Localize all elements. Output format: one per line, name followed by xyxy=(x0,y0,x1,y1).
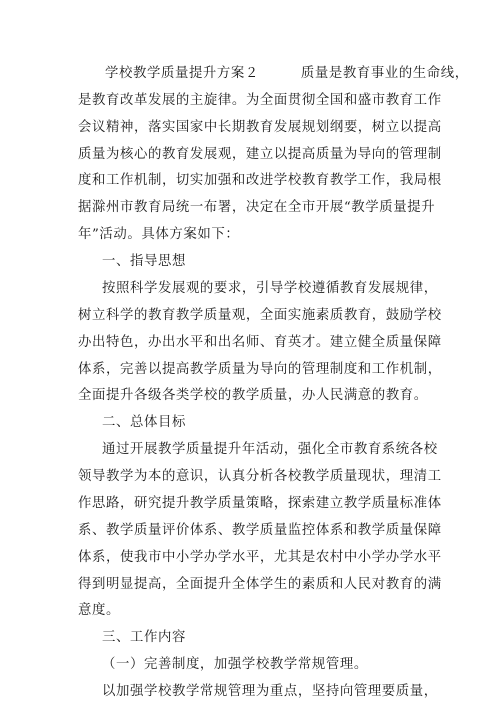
document-line: 领导教学为本的意识，认真分析各校教学质量现状，理清工 xyxy=(78,469,442,484)
document-line: 度和工作机制，切实加强和改进学校教育教学工作，我局根 xyxy=(78,173,442,188)
section-heading: 二、总体目标 xyxy=(102,415,186,430)
document-line: 办出特色，办出水平和出名师、育英才。建立健全质量保障 xyxy=(78,335,442,350)
document-line: 会议精神，落实国家中长期教育发展规划纲要，树立以提高 xyxy=(78,120,442,135)
document-line: 树立科学的教育教学质量观，全面实施素质教育，鼓励学校 xyxy=(78,308,442,323)
document-line: 学校教学质量提升方案２ 质量是教育事业的生命线， xyxy=(105,66,469,81)
document-line: 意度。 xyxy=(78,603,120,618)
section-heading: 一、指导思想 xyxy=(102,254,186,269)
document-line: 全面提升各级各类学校的教学质量，办人民满意的教育。 xyxy=(78,388,428,403)
document-line: 是教育改革发展的主旋律。为全面贯彻全国和盛市教育工作 xyxy=(78,93,442,108)
document-line: 年”活动。具体方案如下： xyxy=(78,227,240,242)
document-line: 作思路，研究提升教学质量策略，探索建立教学质量标准体 xyxy=(78,496,442,511)
subsection-heading: （一）完善制度，加强学校教学常规管理。 xyxy=(102,657,368,672)
document-line: 以加强学校教学常规管理为重点，坚持向管理要质量， xyxy=(102,684,438,699)
document-line: 质量为核心的教育发展观，建立以提高质量为导向的管理制 xyxy=(78,147,442,162)
document-line: 体系，完善以提高教学质量为导向的管理制度和工作机制， xyxy=(78,362,442,377)
document-line: 按照科学发展观的要求，引导学校遵循教育发展规律， xyxy=(102,281,438,296)
document-line: 据滁州市教育局统一布署，决定在全市开展“教学质量提升 xyxy=(78,200,436,215)
document-line: 通过开展教学质量提升年活动，强化全市教育系统各校 xyxy=(102,442,438,457)
document-line: 得到明显提高，全面提升全体学生的素质和人民对教育的满 xyxy=(78,577,442,592)
document-line: 体系，使我市中小学办学水平，尤其是农村中小学办学水平 xyxy=(78,550,442,565)
section-heading: 三、工作内容 xyxy=(102,630,186,645)
document-line: 系、教学质量评价体系、教学质量监控体系和教学质量保障 xyxy=(78,523,442,538)
